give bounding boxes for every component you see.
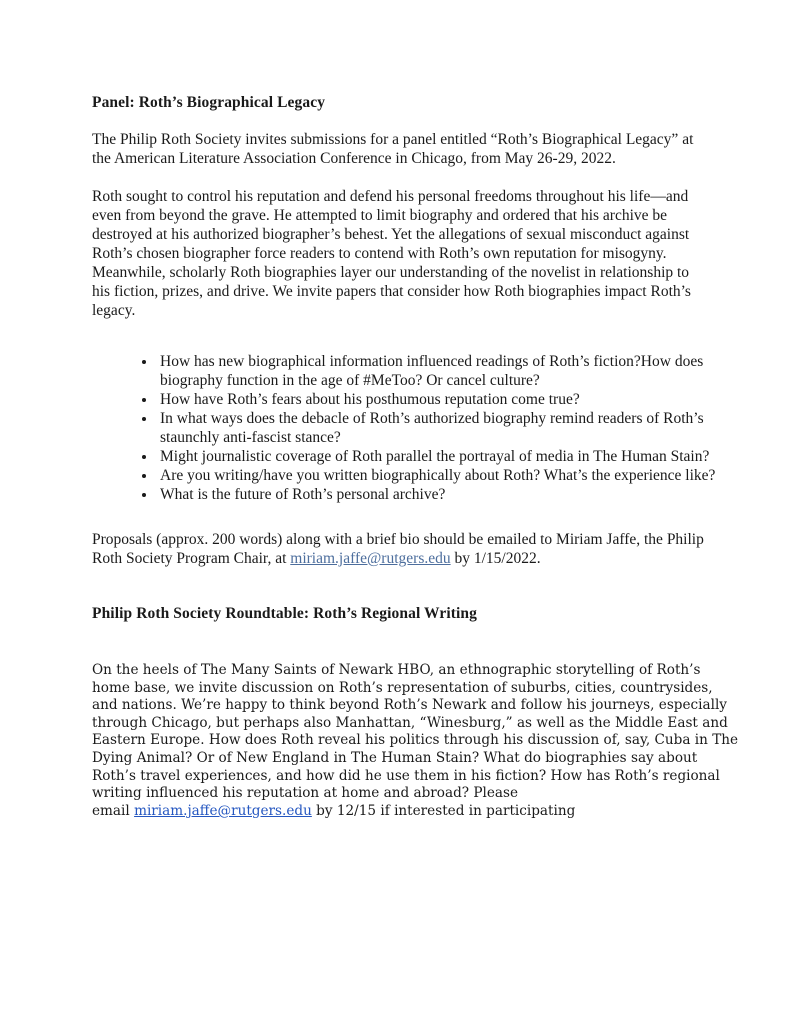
panel-bullet-list [92, 352, 717, 504]
proposals-text-after-link: by 1/15/2022. [450, 550, 541, 567]
panel-email-link[interactable]: miriam.jaffe@rutgers.edu [290, 550, 451, 567]
bullet-item: • How has new biographical information influenced readings of Roth’s fiction?How does biography function in the age of #MeToo? Or cancel culture? [157, 352, 717, 390]
roundtable-text-line2-suffix: by 12/15 if interested in participating [311, 802, 576, 819]
roundtable-email-link[interactable]: miriam.jaffe@rutgers.edu [134, 802, 312, 819]
bullet-item: • Are you writing/have you written biographically about Roth? What’s the experience like? [157, 466, 717, 485]
roundtable-heading: Philip Roth Society Roundtable: Roth’s Regional Writing [92, 605, 477, 622]
bullet-item: • What is the future of Roth’s personal archive? [157, 485, 717, 504]
bullet-item: • Might journalistic coverage of Roth parallel the portrayal of media in The Human Stain? [157, 447, 717, 466]
bullet-item: • In what ways does the debacle of Roth’s authorized biography remind readers of Roth’s staunchly anti-fascist stance? [157, 409, 717, 447]
proposals-paragraph [92, 530, 706, 568]
roundtable-text-line2-prefix: email [92, 802, 135, 819]
bullet-item: • How have Roth’s fears about his posthumous reputation come true? [157, 390, 717, 409]
panel-body-paragraph: Roth sought to control his reputation and defend his personal freedoms throughout his life—and even from beyond the grave. He attempted to limit biography and ordered that his archive be destroyed at his authorized biographer’s behest. Yet the allegations of sexual misconduct against Roth’s chosen biographer force readers to contend with Roth’s own reputation for misogyny. Meanwhile, scholarly Roth biographies layer our understanding of the novelist in relationship to his fiction, prizes, and drive. We invite papers that consider how Roth biographies impact Roth’s legacy. [92, 188, 691, 319]
roundtable-paragraph [92, 662, 742, 820]
roundtable-text-line1: On the heels of The Many Saints of Newark HBO, an ethnographic storytelling of Roth’s home base, we invite discussion on Roth’s representation of suburbs, cities, countrysides, and nations. We’re happy to think beyond Roth’s Newark and follow his journeys, especially through Chicago, but perhaps also Manhattan, “Winesburg,” as well as the Middle East and Eastern Europe. How does Roth reveal his politics through his discussion of, say, Cuba in The Dying Animal? Or of New England in The Human Stain? What do biographies say about Roth’s travel experiences, and how did he use them in his fiction? How has Roth’s regional writing influenced his reputation at home and abroad? Please [92, 662, 739, 802]
panel-heading: Panel: Roth’s Biographical Legacy [92, 94, 326, 111]
proposals-text-before-link: Proposals (approx. 200 words) along with a brief bio should be emailed to Miriam Jaffe, the Philip Roth Society Program Chair, at [92, 531, 704, 567]
panel-intro-paragraph: The Philip Roth Society invites submissions for a panel entitled “Roth’s Biographical Legacy” at the American Literature Association Conference in Chicago, from May 26-29, 2022. [92, 131, 694, 167]
